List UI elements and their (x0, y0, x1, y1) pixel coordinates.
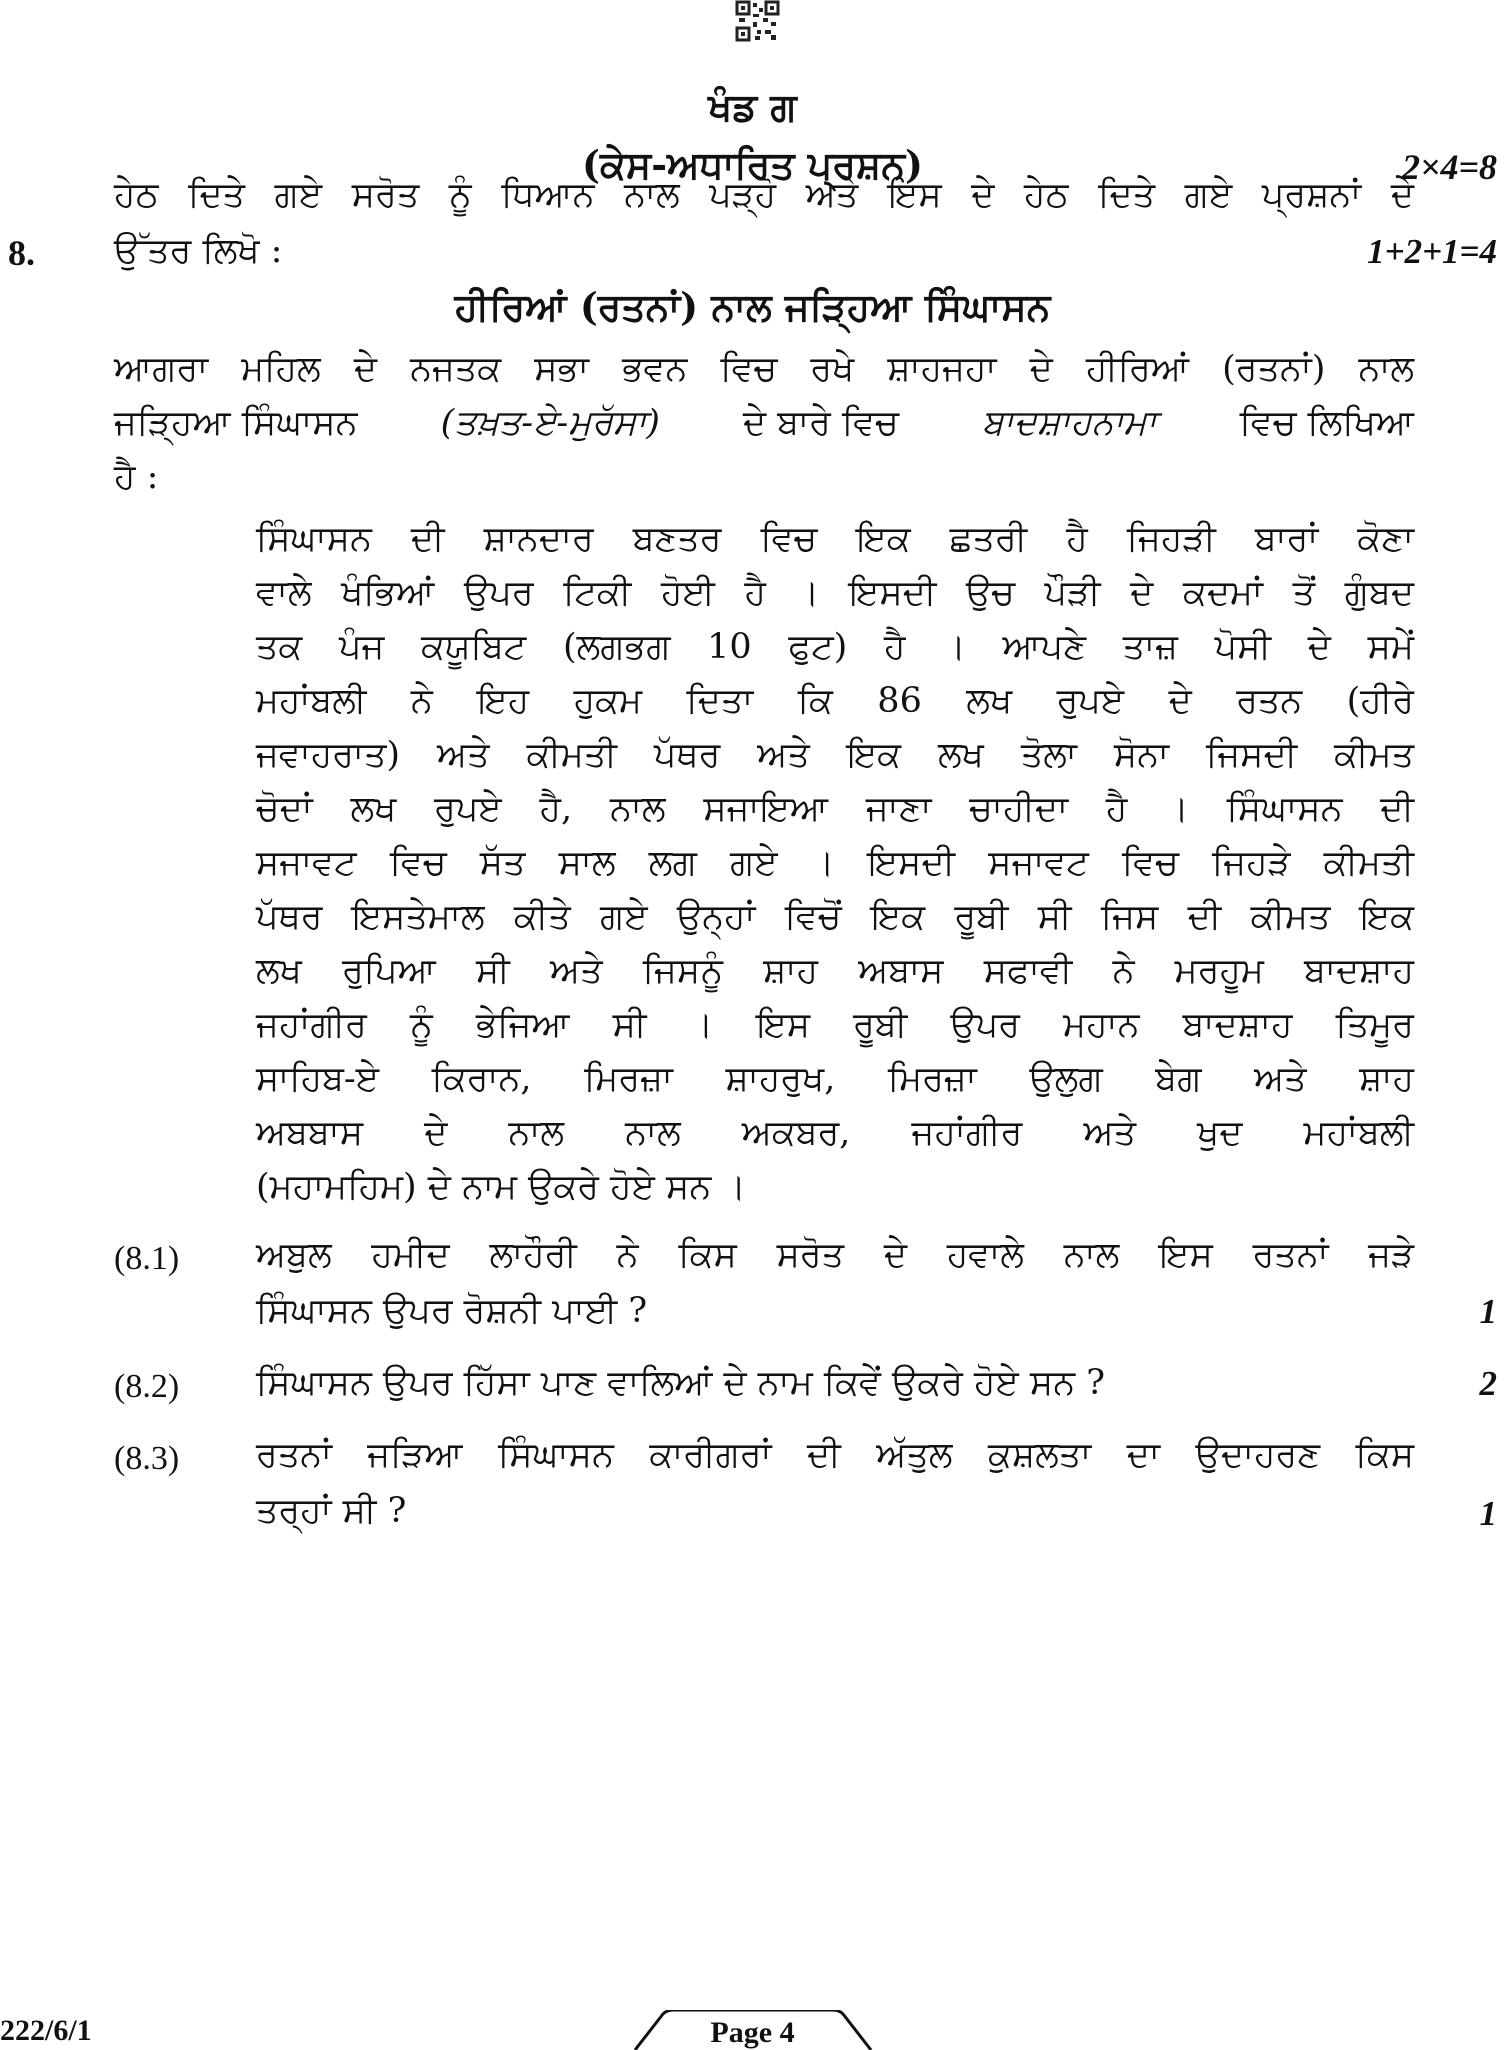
subquestion-line: ਸਿੰਘਾਸਨ ਉਪਰ ਰੋਸ਼ਨੀ ਪਾਈ ? (256, 1291, 648, 1331)
intro-italic-term: ਬਾਦਸ਼ਾਹਨਾਮਾ (981, 403, 1157, 443)
subquestion-marks: 1 (1479, 1292, 1497, 1331)
quote-line: ਪੱਥਰ ਇਸਤੇਮਾਲ ਕੀਤੇ ਗਏ ਉਨ੍ਹਾਂ ਵਿਚੋਂ ਇਕ ਰੂਬੀ ਸੀ ਜਿਸ ਦੀ ਕੀਮਤ ਇਕ (256, 897, 1414, 937)
paper-code: 222/6/1 (0, 2014, 92, 2047)
quote-line: ਮਹਾਂਬਲੀ ਨੇ ਇਹ ਹੁਕਮ ਦਿਤਾ ਕਿ 86 ਲਖ ਰੁਪਏ ਦੇ ਰਤਨ (ਹੀਰੇ (256, 681, 1414, 721)
source-title: ਹੀਰਿਆਂ (ਰਤਨਾਂ) ਨਾਲ ਜੜ੍ਹਿਆ ਸਿੰਘਾਸਨ (454, 284, 1051, 329)
quote-line: ਜਹਾਂਗੀਰ ਨੂੰ ਭੇਜਿਆ ਸੀ । ਇਸ ਰੂਬੀ ਉਪਰ ਮਹਾਨ ਬਾਦਸ਼ਾਹ ਤਿਮੂਰ (256, 1005, 1414, 1045)
subquestion-line: ਸਿੰਘਾਸਨ ਉਪਰ ਹਿੱਸਾ ਪਾਣ ਵਾਲਿਆਂ ਦੇ ਨਾਮ ਕਿਵੇਂ ਉਕਰੇ ਹੋਏ ਸਨ ? (256, 1363, 1105, 1403)
quote-line: ਲਖ ਰੁਪਿਆ ਸੀ ਅਤੇ ਜਿਸਨੂੰ ਸ਼ਾਹ ਅਬਾਸ ਸਫਾਵੀ ਨੇ ਮਰਹੂਮ ਬਾਦਸ਼ਾਹ (256, 951, 1414, 991)
quote-line: ਸਾਹਿਬ-ਏ ਕਿਰਾਨ, ਮਿਰਜ਼ਾ ਸ਼ਾਹਰੁਖ, ਮਿਰਜ਼ਾ ਉਲੁਗ ਬੇਗ ਅਤੇ ਸ਼ਾਹ (256, 1059, 1414, 1099)
intro-text: ਵਿਚ ਲਿਖਿਆ (1239, 403, 1414, 443)
subquestion-line: ਰਤਨਾਂ ਜੜਿਆ ਸਿੰਘਾਸਨ ਕਾਰੀਗਰਾਂ ਦੀ ਅੱਤੁਲ ਕੁਸ਼ਲਤਾ ਦਾ ਉਦਾਹਰਣ ਕਿਸ (256, 1435, 1414, 1475)
subquestion-marks: 1 (1479, 1494, 1497, 1533)
page-number: Page 4 (710, 2016, 795, 2049)
quote-line: ਜਵਾਹਰਾਤ) ਅਤੇ ਕੀਮਤੀ ਪੱਥਰ ਅਤੇ ਇਕ ਲਖ ਤੋਲਾ ਸੋਨਾ ਜਿਸਦੀ ਕੀਮਤ (256, 735, 1414, 775)
question-marks: 1+2+1=4 (1367, 232, 1497, 271)
intro-text: ਦੇ ਬਾਰੇ ਵਿਚ (742, 403, 899, 443)
source-intro-line (114, 400, 1414, 446)
subquestion-number: (8.3) (114, 1440, 180, 1477)
section-subtitle: (ਕੇਸ-ਅਧਾਰਿਤ ਪ੍ਰਸ਼ਨ) (582, 142, 923, 187)
quote-line: ਸਜਾਵਟ ਵਿਚ ਸੱਤ ਸਾਲ ਲਗ ਗਏ । ਇਸਦੀ ਸਜਾਵਟ ਵਿਚ ਜਿਹੜੇ ਕੀਮਤੀ (256, 843, 1414, 883)
intro-italic-term: (ਤਖ਼ਤ-ਏ-ਮੁਰੱਸਾ) (440, 403, 660, 443)
question-number: 8. (8, 233, 35, 273)
question-line: ਹੇਠ ਦਿਤੇ ਗਏ ਸਰੋਤ ਨੂੰ ਧਿਆਨ ਨਾਲ ਪੜ੍ਹੋ ਅਤੇ ਇਸ ਦੇ ਹੇਠ ਦਿਤੇ ਗਏ ਪ੍ਰਸ਼ਨਾਂ ਦੇ (114, 175, 1414, 215)
question-line: ਉੱਤਰ ਲਿਖੋ : (114, 231, 283, 271)
section-title: ਖੰਡ ਗ (708, 84, 797, 129)
source-intro-line: ਹੈ : (114, 457, 159, 497)
subquestion-line: ਤਰ੍ਹਾਂ ਸੀ ? (256, 1491, 407, 1531)
quote-line: ਵਾਲੇ ਖੰਭਿਆਂ ਉਪਰ ਟਿਕੀ ਹੋਈ ਹੈ । ਇਸਦੀ ਉਚ ਪੌੜੀ ਦੇ ਕਦਮਾਂ ਤੋਂ ਗੁੰਬਦ (256, 573, 1414, 613)
subquestion-number: (8.1) (114, 1240, 180, 1277)
quote-line: ਚੋਦਾਂ ਲਖ ਰੁਪਏ ਹੈ, ਨਾਲ ਸਜਾਇਆ ਜਾਣਾ ਚਾਹੀਦਾ ਹੈ । ਸਿੰਘਾਸਨ ਦੀ (256, 789, 1414, 829)
subquestion-line: ਅਬੁਲ ਹਮੀਦ ਲਾਹੌਰੀ ਨੇ ਕਿਸ ਸਰੋਤ ਦੇ ਹਵਾਲੇ ਨਾਲ ਇਸ ਰਤਨਾਂ ਜੜੇ (256, 1235, 1414, 1275)
quote-line: ਤਕ ਪੰਜ ਕਯੂਬਿਟ (ਲਗਭਗ 10 ਫੁਟ) ਹੈ । ਆਪਣੇ ਤਾਜ਼ ਪੋਸੀ ਦੇ ਸਮੇਂ (256, 627, 1414, 667)
quote-line: ਸਿੰਘਾਸਨ ਦੀ ਸ਼ਾਨਦਾਰ ਬਣਤਰ ਵਿਚ ਇਕ ਛਤਰੀ ਹੈ ਜਿਹੜੀ ਬਾਰਾਂ ਕੋਣਾ (256, 519, 1414, 559)
source-intro-line: ਆਗਰਾ ਮਹਿਲ ਦੇ ਨਜਤਕ ਸਭਾ ਭਵਨ ਵਿਚ ਰਖੇ ਸ਼ਾਹਜਹਾ ਦੇ ਹੀਰਿਆਂ (ਰਤਨਾਂ) ਨਾਲ (114, 349, 1414, 389)
subquestion-marks: 2 (1479, 1364, 1497, 1403)
quote-line: (ਮਹਾਮਹਿਮ) ਦੇ ਨਾਮ ਉਕਰੇ ਹੋਏ ਸਨ । (256, 1167, 746, 1207)
intro-text: ਜੜ੍ਹਿਆ ਸਿੰਘਾਸਨ (114, 403, 358, 443)
subquestion-number: (8.2) (114, 1368, 180, 1405)
qr-code (735, 0, 780, 42)
quote-line: ਅਬਬਾਸ ਦੇ ਨਾਲ ਨਾਲ ਅਕਬਰ, ਜਹਾਂਗੀਰ ਅਤੇ ਖੁਦ ਮਹਾਂਬਲੀ (256, 1113, 1414, 1153)
section-marks: 2×4=8 (1401, 147, 1497, 187)
